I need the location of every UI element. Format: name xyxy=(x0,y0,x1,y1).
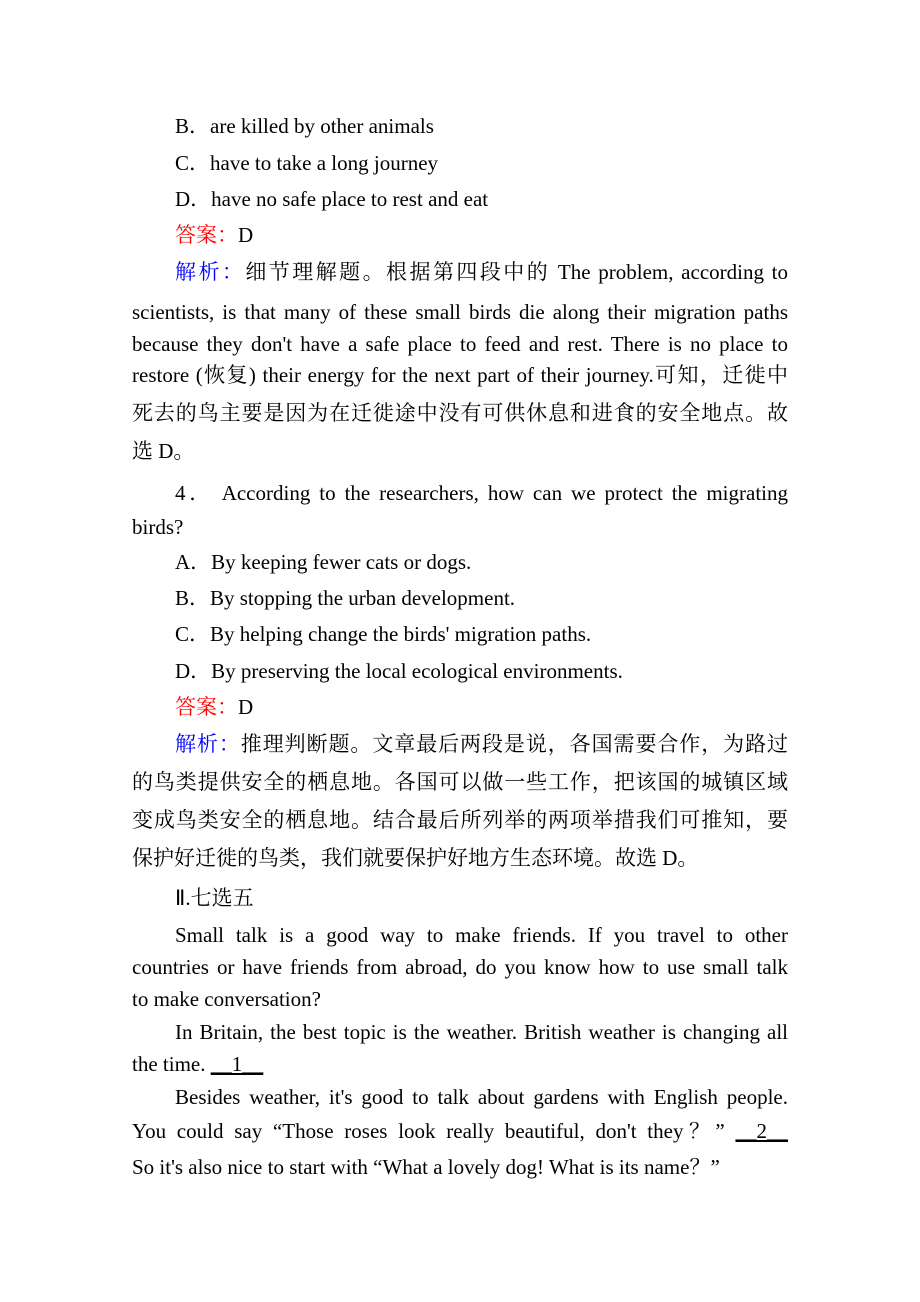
q4-option-a: A．By keeping fewer cats or dogs. xyxy=(175,550,472,574)
passage-line: In Britain, the best topic is the weather. British weather is changing all xyxy=(175,1020,788,1044)
q3-analysis-line: scientists, is that many of these small birds die along their migration paths xyxy=(132,300,788,324)
blank-2: __2__ xyxy=(735,1119,788,1143)
section-heading: Ⅱ.七选五 xyxy=(175,886,254,910)
q3-option-c: C．have to take a long journey xyxy=(175,151,439,175)
q4-option-c: C．By helping change the birds' migration paths. xyxy=(175,622,592,646)
q3-option-d: D．have no safe place to rest and eat xyxy=(175,187,489,211)
q3-analysis-line: because they don't have a safe place to feed and rest. There is no place to xyxy=(132,332,788,356)
q4-option-d: D．By preserving the local ecological environments. xyxy=(175,659,623,683)
passage-text: You could say “Those roses look really beautiful, don't they？” xyxy=(132,1119,736,1143)
analysis-text: 推理判断题。文章最后两段是说，各国需要合作，为路过 xyxy=(240,732,788,756)
q4-analysis-line: 的鸟类提供安全的栖息地。各国可以做一些工作，把该国的城镇区域 xyxy=(132,770,788,794)
passage-line: Small talk is a good way to make friends. If you travel to other xyxy=(175,923,788,947)
q4-question-cont: birds? xyxy=(132,515,184,539)
passage-text: the time. xyxy=(132,1052,211,1076)
q3-analysis-line: 死去的鸟主要是因为在迁徙途中没有可供休息和进食的安全地点。故 xyxy=(132,401,788,425)
blank-1: __1__ xyxy=(210,1052,264,1076)
q3-analysis-line: restore (恢复) their energy for the next part of their journey.可知，迁徙中 xyxy=(132,363,788,387)
q4-option-b: B．By stopping the urban development. xyxy=(175,586,516,610)
passage-line xyxy=(132,1051,788,1077)
q4-analysis-line: 保护好迁徙的鸟类，我们就要保护好地方生态环境。故选 D。 xyxy=(132,846,699,870)
passage-line: Besides weather, it's good to talk about gardens with English people. xyxy=(175,1085,788,1109)
passage-line: countries or have friends from abroad, do you know how to use small talk xyxy=(132,955,788,979)
analysis-text: 细节理解题。根据第四段中的 The problem, according to xyxy=(245,260,788,284)
analysis-label: 解析： xyxy=(175,260,246,284)
passage-line xyxy=(132,1118,788,1144)
q3-answer xyxy=(175,222,788,248)
passage-line: So it's also nice to start with “What a lovely dog! What is its name？” xyxy=(132,1155,720,1179)
q3-analysis-line: 选 D。 xyxy=(132,439,195,463)
passage-line: to make conversation? xyxy=(132,987,321,1011)
q4-question: 4． According to the researchers, how can we protect the migrating xyxy=(175,481,788,505)
answer-value: D xyxy=(238,695,254,719)
q4-analysis-line: 变成鸟类安全的栖息地。结合最后所列举的两项举措我们可推知，要 xyxy=(132,808,788,832)
q4-analysis-line xyxy=(175,731,788,757)
answer-label: 答案： xyxy=(175,223,238,247)
analysis-label: 解析： xyxy=(175,732,241,756)
answer-value: D xyxy=(238,223,254,247)
q3-analysis-line xyxy=(175,259,788,285)
q3-option-b: B．are killed by other animals xyxy=(175,114,434,138)
q4-answer xyxy=(175,694,788,720)
answer-label: 答案： xyxy=(175,695,238,719)
